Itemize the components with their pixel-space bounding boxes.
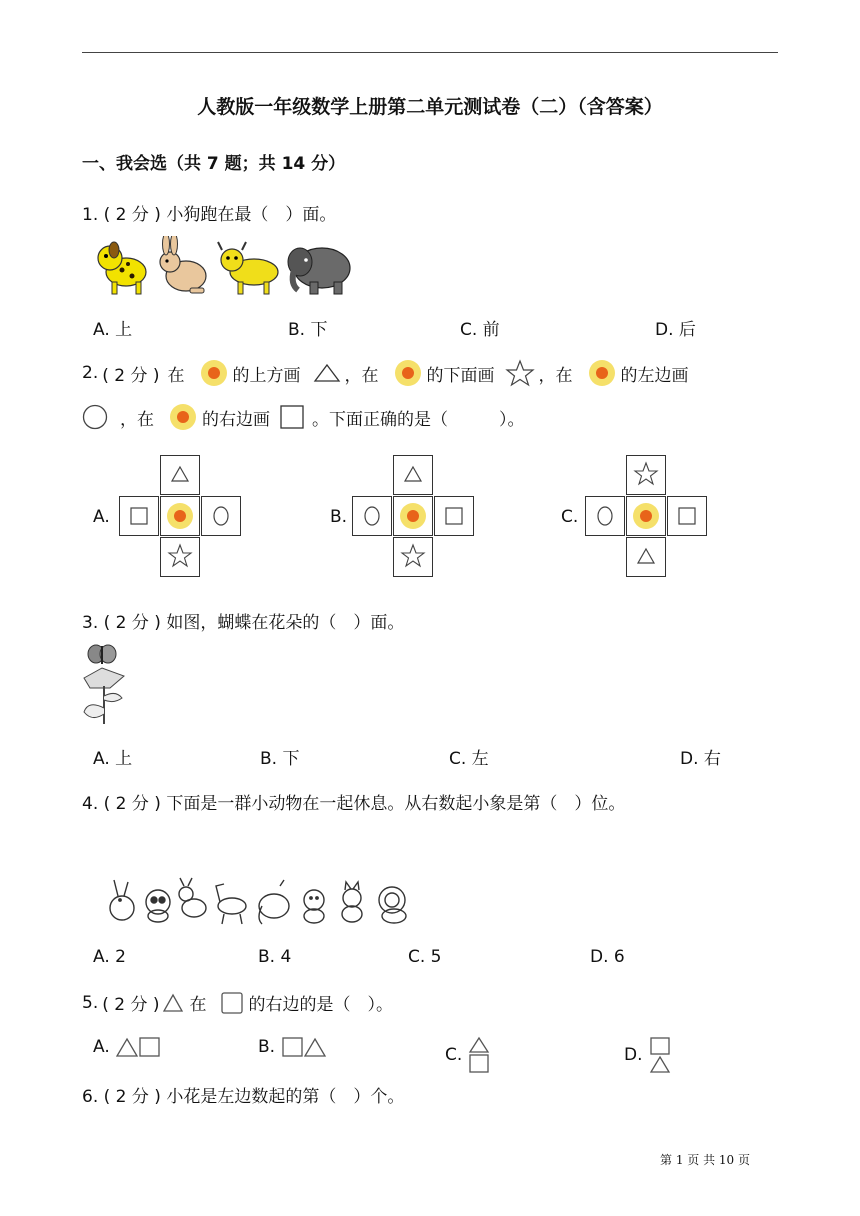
question-1: [82, 200, 336, 225]
question-number: 1.: [82, 205, 99, 225]
question-number: 2.: [82, 363, 99, 383]
grid-cell-center: [626, 496, 666, 536]
option-b[interactable]: B.: [330, 507, 348, 527]
option-b[interactable]: B. 下: [288, 320, 328, 340]
grid-cell-top: [393, 455, 433, 495]
question-score: ( 2 分 ): [103, 1087, 161, 1107]
page-footer: 第 1 页 共 10 页: [660, 1153, 750, 1167]
square-triangle-icon: [281, 1036, 327, 1058]
grid-cell-bottom: [393, 537, 433, 577]
option-c[interactable]: C. 前: [460, 320, 500, 340]
question-score: ( 2 分 ): [103, 205, 161, 225]
panda-icon: [146, 890, 170, 922]
lion-icon: [379, 887, 406, 923]
question-text: 小花是左边数起的第（ ）个。: [166, 1087, 405, 1107]
grid-cell-top: [160, 455, 200, 495]
option-d[interactable]: D. 后: [655, 320, 696, 340]
question-text: 。下面正确的是（ ）。: [312, 409, 525, 430]
question-6: [82, 1082, 404, 1107]
question-number: 6.: [82, 1087, 99, 1107]
grid-cell-center: [393, 496, 433, 536]
grid-cell-left: [119, 496, 159, 536]
option-label: D.: [624, 1045, 643, 1065]
option-c[interactable]: C. 左: [449, 749, 489, 769]
header-rule: [82, 52, 778, 53]
option-c[interactable]: [445, 1036, 490, 1074]
option-label: B.: [258, 1037, 276, 1057]
grid-cell-center: [160, 496, 200, 536]
animals-row-image: [94, 236, 356, 298]
question-2-line-1: [82, 358, 689, 388]
option-b[interactable]: [258, 1036, 327, 1058]
section-heading: 一、我会选（共 7 题；共 14 分）: [82, 154, 346, 174]
grid-cell-right: [201, 496, 241, 536]
resting-animals-image: [104, 876, 414, 926]
grid-cell-bottom: [626, 537, 666, 577]
question-score: ( 2 分 ): [103, 613, 161, 633]
question-2-line-2: [82, 402, 525, 432]
option-label: A.: [93, 1037, 110, 1057]
square-icon: [221, 992, 243, 1014]
option-a[interactable]: A. 上: [93, 320, 133, 340]
flower-icon: [199, 358, 229, 388]
option-c[interactable]: C.: [561, 507, 579, 527]
question-number: 3.: [82, 613, 99, 633]
option-b[interactable]: B. 4: [258, 947, 292, 967]
question-text: 如图，蝴蝶在花朵的（ ）面。: [166, 613, 405, 633]
flower-icon: [168, 402, 198, 432]
grid-cell-top: [626, 455, 666, 495]
deer-icon: [179, 878, 206, 917]
question-text: 的左边画: [620, 365, 689, 386]
question-text: 的下面画: [426, 365, 495, 386]
question-text: 在: [189, 995, 207, 1015]
question-text: ，在: [538, 365, 573, 386]
option-a[interactable]: A. 2: [93, 947, 126, 967]
circle-icon: [82, 404, 108, 430]
butterfly-flower-image: [80, 642, 130, 726]
question-score: ( 2 分 ): [102, 995, 160, 1015]
rabbit-icon: [110, 880, 134, 920]
option-b[interactable]: B. 下: [260, 749, 300, 769]
cow-icon: [218, 242, 278, 294]
option-c[interactable]: C. 5: [408, 947, 442, 967]
question-text: 下面是一群小动物在一起休息。从右数起小象是第（ ）位。: [166, 794, 626, 814]
option-a[interactable]: A. 上: [93, 749, 133, 769]
butterfly-icon: [88, 645, 116, 664]
option-d[interactable]: D. 6: [590, 947, 625, 967]
question-text: 在: [167, 365, 185, 386]
grid-cell-right: [434, 496, 474, 536]
triangle-icon: [162, 993, 184, 1013]
option-a[interactable]: A.: [93, 507, 110, 527]
question-3: [82, 608, 404, 633]
square-over-triangle-icon: [649, 1036, 671, 1074]
option-label: C.: [445, 1045, 463, 1065]
flower-icon: [393, 358, 423, 388]
option-d[interactable]: D. 右: [680, 749, 721, 769]
option-b-grid[interactable]: [352, 455, 476, 581]
question-number: 4.: [82, 794, 99, 814]
flower-stem-icon: [84, 668, 124, 724]
monkey-icon: [304, 890, 324, 923]
option-a-grid[interactable]: [119, 455, 243, 581]
question-text: ，在: [344, 365, 379, 386]
question-text: 的右边画: [202, 409, 270, 430]
horse-icon: [216, 884, 246, 924]
grid-cell-right: [667, 496, 707, 536]
question-number: 5.: [82, 992, 99, 1013]
triangle-square-icon: [116, 1036, 162, 1058]
question-score: ( 2 分 ): [102, 365, 160, 386]
rabbit-icon: [160, 236, 206, 293]
grid-cell-left: [585, 496, 625, 536]
grid-cell-left: [352, 496, 392, 536]
option-c-grid[interactable]: [585, 455, 709, 581]
question-text: 小狗跑在最（ ）面。: [166, 205, 337, 225]
square-icon: [280, 405, 306, 429]
elephant-icon: [288, 248, 350, 294]
question-text: 的右边的是（ ）。: [248, 995, 394, 1015]
star-icon: [505, 359, 535, 387]
cat-icon: [342, 882, 362, 922]
elephant-icon: [259, 880, 289, 924]
flower-icon: [587, 358, 617, 388]
question-5: [82, 990, 393, 1015]
option-a[interactable]: [93, 1036, 162, 1058]
question-4: [82, 789, 625, 814]
option-d[interactable]: [624, 1036, 671, 1074]
question-score: ( 2 分 ): [103, 794, 161, 814]
grid-cell-bottom: [160, 537, 200, 577]
triangle-over-square-icon: [468, 1036, 490, 1074]
triangle-icon: [313, 363, 341, 383]
question-text: ，在: [120, 409, 154, 430]
dog-icon: [98, 242, 146, 294]
document-title: 人教版一年级数学上册第二单元测试卷（二）（含答案）: [197, 96, 663, 118]
question-text: 的上方画: [232, 365, 301, 386]
